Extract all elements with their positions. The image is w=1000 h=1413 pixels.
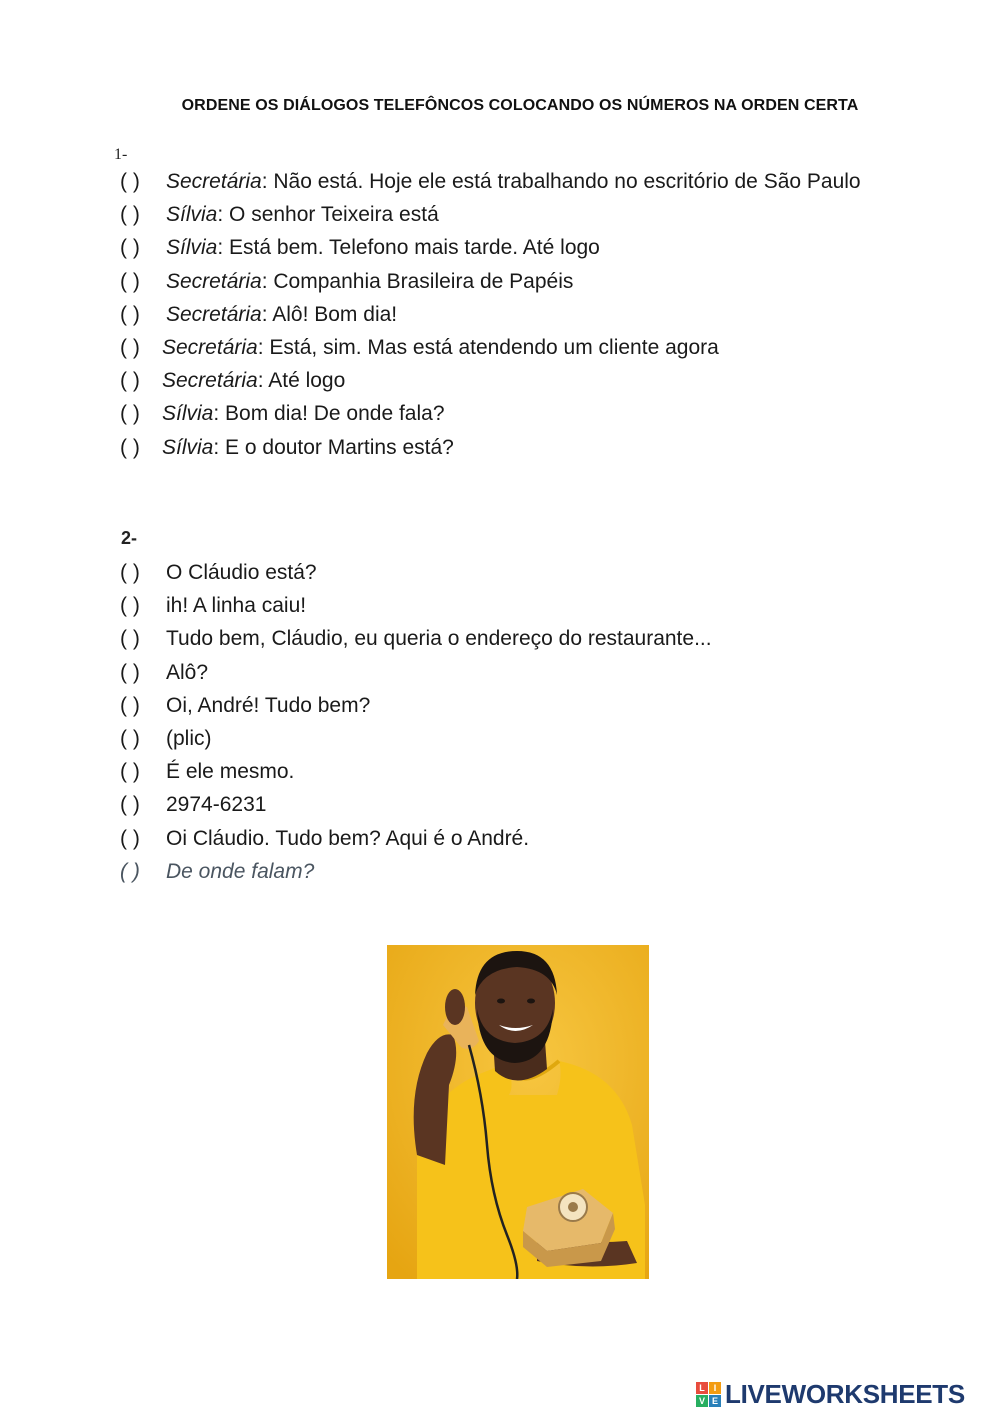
- dialogue-text: : Alô! Bom dia!: [261, 302, 398, 326]
- answer-blank[interactable]: ( ): [120, 335, 140, 359]
- dialogue-text: Tudo bem, Cláudio, eu queria o endereço do restaurante...: [166, 627, 712, 651]
- brand-name: LIVEWORKSHEETS: [725, 1378, 965, 1409]
- list-item: [120, 268, 861, 301]
- list-item: [120, 234, 861, 267]
- dialogue-text: : Está, sim. Mas está atendendo um cliente agora: [257, 335, 719, 359]
- dialogue-text: : Companhia Brasileira de Papéis: [261, 269, 574, 293]
- list-item: [120, 301, 861, 334]
- dialogue-text: (plic): [166, 726, 212, 750]
- list-item: [120, 758, 712, 791]
- logo-letter: I: [709, 1382, 721, 1394]
- logo-letter: L: [696, 1382, 708, 1394]
- list-item: [120, 858, 712, 891]
- list-item: [120, 659, 712, 692]
- logo-letter: V: [696, 1395, 708, 1407]
- dialogue-text: : E o doutor Martins está?: [213, 435, 454, 459]
- list-item: [120, 201, 861, 234]
- list-item: [120, 692, 712, 725]
- list-item: [120, 825, 712, 858]
- list-item: [120, 592, 712, 625]
- answer-blank[interactable]: ( ): [120, 859, 140, 883]
- section-1-label: 1-: [114, 146, 128, 163]
- worksheet-title: ORDENE OS DIÁLOGOS TELEFÔNCOS COLOCANDO OS NÚMEROS NA ORDEN CERTA: [181, 97, 859, 114]
- list-item: [120, 559, 712, 592]
- speaker-name: Secretária: [162, 369, 258, 393]
- speaker-name: Secretária: [162, 335, 258, 359]
- answer-blank[interactable]: ( ): [120, 435, 140, 459]
- answer-blank[interactable]: ( ): [120, 402, 140, 426]
- list-item: [120, 367, 861, 400]
- logo-letter: E: [709, 1395, 721, 1407]
- dialogue-text: 2974-6231: [166, 793, 267, 817]
- answer-blank[interactable]: ( ): [120, 793, 140, 817]
- speaker-name: Secretária: [166, 302, 262, 326]
- dialogue-text: : O senhor Teixeira está: [217, 203, 439, 227]
- list-item: [120, 400, 861, 433]
- speaker-name: Sílvia: [166, 203, 218, 227]
- dialogue-text: Alô?: [166, 660, 209, 684]
- liveworksheets-logo: [696, 1376, 965, 1412]
- dialogue-text: ih! A linha caiu!: [166, 594, 307, 618]
- section-2-label: 2-: [121, 528, 138, 548]
- dialogue-text: O Cláudio está?: [166, 561, 317, 584]
- speaker-name: Secretária: [166, 170, 262, 193]
- dialogue-text: De onde falam?: [166, 859, 315, 883]
- liveworksheets-logo-icon: [696, 1382, 721, 1407]
- speaker-name: Sílvia: [162, 435, 214, 459]
- answer-blank[interactable]: ( ): [120, 627, 140, 651]
- answer-blank[interactable]: ( ): [120, 203, 140, 227]
- list-item: [120, 434, 861, 467]
- answer-blank[interactable]: ( ): [120, 302, 140, 326]
- list-item: [120, 625, 712, 658]
- answer-blank[interactable]: ( ): [120, 760, 140, 784]
- dialogue-text: : Está bem. Telefono mais tarde. Até logo: [217, 236, 600, 260]
- answer-blank[interactable]: ( ): [120, 236, 140, 260]
- speaker-name: Sílvia: [166, 236, 218, 260]
- answer-blank[interactable]: ( ): [120, 726, 140, 750]
- dialogue-text: Oi Cláudio. Tudo bem? Aqui é o André.: [166, 826, 530, 850]
- answer-blank[interactable]: ( ): [120, 269, 140, 293]
- answer-blank[interactable]: ( ): [120, 594, 140, 618]
- list-item: [120, 168, 861, 201]
- dialogue-text: É ele mesmo.: [166, 760, 295, 784]
- speaker-name: Sílvia: [162, 402, 214, 426]
- list-item: [120, 791, 712, 824]
- dialogue-text: : Bom dia! De onde fala?: [213, 402, 445, 426]
- dialogue-text: : Não está. Hoje ele está trabalhando no escritório de São Paulo: [261, 170, 861, 193]
- dialogue-text: Oi, André! Tudo bem?: [166, 693, 371, 717]
- man-on-phone-photo-icon: [387, 945, 649, 1279]
- dialogue-text: : Até logo: [257, 369, 346, 393]
- speaker-name: Secretária: [166, 269, 262, 293]
- answer-blank[interactable]: ( ): [120, 170, 140, 193]
- dialogue-list-1: [120, 168, 861, 467]
- answer-blank[interactable]: ( ): [120, 693, 140, 717]
- answer-blank[interactable]: ( ): [120, 561, 140, 584]
- answer-blank[interactable]: ( ): [120, 660, 140, 684]
- answer-blank[interactable]: ( ): [120, 826, 140, 850]
- dialogue-list-2: [120, 559, 712, 891]
- answer-blank[interactable]: ( ): [120, 369, 140, 393]
- list-item: [120, 725, 712, 758]
- list-item: [120, 334, 861, 367]
- man-on-phone-photo: [387, 945, 649, 1279]
